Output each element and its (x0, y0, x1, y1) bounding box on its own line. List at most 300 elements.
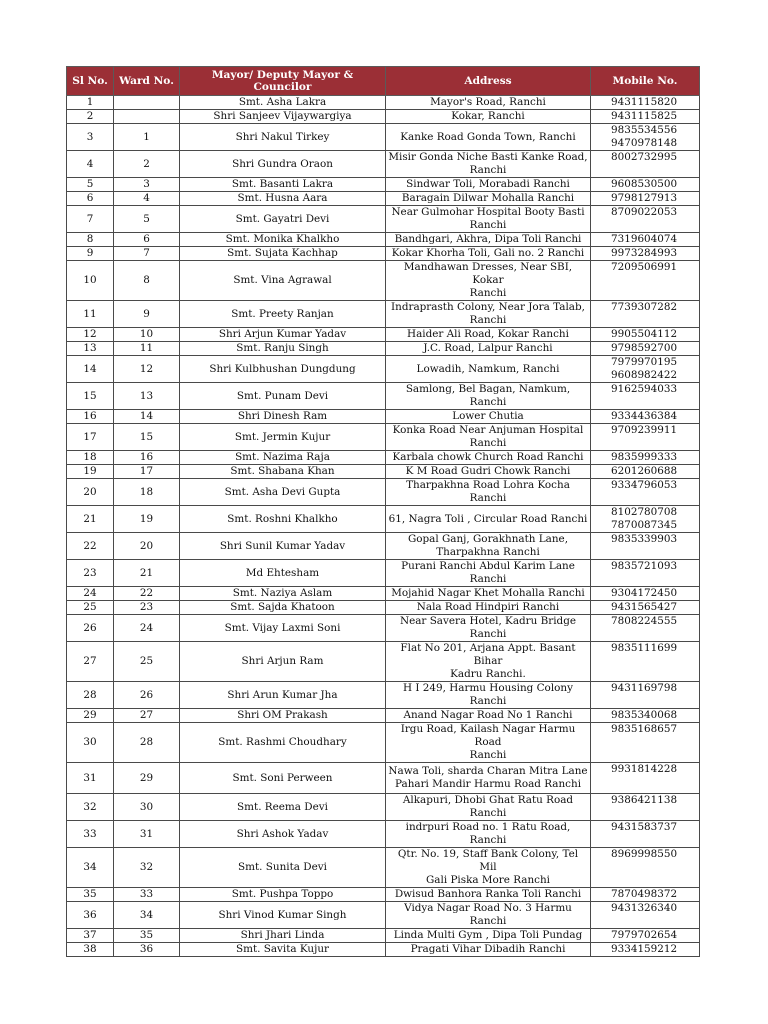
cell-councilor-name: Shri Sanjeev Vijaywargiya (180, 110, 386, 124)
cell-councilor-name: Smt. Basanti Lakra (180, 178, 386, 192)
cell-councilor-name: Smt. Monika Khalkho (180, 233, 386, 247)
cell-mobile-no (591, 533, 700, 560)
cell-councilor-name: Shri Jhari Linda (180, 929, 386, 943)
cell-address (386, 533, 591, 560)
address-line: indrpuri Road no. 1 Ratu Road, Ranchi (405, 821, 571, 846)
address-line: Sindwar Toli, Morabadi Ranchi (406, 178, 570, 190)
cell-councilor-name: Smt. Sunita Devi (180, 848, 386, 888)
cell-address (386, 560, 591, 587)
table-row (67, 682, 700, 709)
cell-address (386, 301, 591, 328)
mobile-number: 7979702654 (611, 929, 678, 941)
address-line: K M Road Gudri Chowk Ranchi (405, 465, 571, 477)
cell-sl-no: 22 (67, 533, 114, 560)
cell-address (386, 709, 591, 723)
table-header (67, 67, 700, 96)
table-row (67, 587, 700, 601)
cell-sl-no: 37 (67, 929, 114, 943)
mobile-number: 9431565427 (611, 601, 678, 613)
cell-councilor-name: Smt. Preety Ranjan (180, 301, 386, 328)
cell-address (386, 794, 591, 821)
table-row (67, 124, 700, 151)
cell-address (386, 124, 591, 151)
cell-address (386, 110, 591, 124)
cell-mobile-no (591, 709, 700, 723)
cell-address (386, 342, 591, 356)
cell-ward-no: 36 (114, 943, 180, 957)
cell-address (386, 410, 591, 424)
cell-mobile-no (591, 178, 700, 192)
cell-ward-no: 2 (114, 151, 180, 178)
cell-councilor-name: Smt. Rashmi Choudhary (180, 723, 386, 763)
address-line: Lower Chutia (452, 410, 524, 422)
cell-mobile-no (591, 151, 700, 178)
cell-ward-no: 30 (114, 794, 180, 821)
address-line: H I 249, Harmu Housing Colony Ranchi (403, 682, 573, 707)
cell-sl-no: 21 (67, 506, 114, 533)
cell-sl-no: 20 (67, 479, 114, 506)
cell-address (386, 587, 591, 601)
cell-councilor-name: Shri Dinesh Ram (180, 410, 386, 424)
address-line: Indraprasth Colony, Near Jora Talab, (391, 301, 585, 313)
cell-address (386, 178, 591, 192)
table-body (67, 96, 700, 957)
address-line: Nala Road Hindpiri Ranchi (416, 601, 560, 613)
cell-councilor-name: Smt. Gayatri Devi (180, 206, 386, 233)
cell-mobile-no (591, 110, 700, 124)
mobile-number: 9334159212 (611, 943, 678, 955)
cell-ward-no: 10 (114, 328, 180, 342)
cell-mobile-no (591, 601, 700, 615)
cell-sl-no: 4 (67, 151, 114, 178)
cell-sl-no: 17 (67, 424, 114, 451)
cell-mobile-no (591, 723, 700, 763)
cell-address (386, 424, 591, 451)
document-page (66, 66, 699, 957)
cell-mobile-no (591, 124, 700, 151)
address-line: Haider Ali Road, Kokar Ranchi (407, 328, 569, 340)
table-row (67, 192, 700, 206)
address-line: Ranchi (469, 437, 507, 449)
cell-address (386, 682, 591, 709)
cell-ward-no: 33 (114, 888, 180, 902)
table-row (67, 902, 700, 929)
mobile-number: 9835168657 (611, 723, 678, 735)
cell-councilor-name: Smt. Jermin Kujur (180, 424, 386, 451)
address-line: Ranchi (469, 573, 507, 585)
cell-councilor-name: Shri Sunil Kumar Yadav (180, 533, 386, 560)
mobile-number: 9431583737 (611, 821, 678, 833)
address-line: Kadru Ranchi. (450, 668, 526, 680)
cell-sl-no: 15 (67, 383, 114, 410)
address-line: Konka Road Near Anjuman Hospital (392, 424, 584, 436)
cell-mobile-no (591, 560, 700, 587)
address-line: Near Gulmohar Hospital Booty Basti (391, 206, 585, 218)
address-line: Ranchi (469, 287, 507, 299)
header-address: Address (386, 67, 591, 96)
cell-councilor-name: Smt. Savita Kujur (180, 943, 386, 957)
cell-sl-no: 23 (67, 560, 114, 587)
cell-ward-no: 9 (114, 301, 180, 328)
cell-councilor-name: Smt. Vijay Laxmi Soni (180, 615, 386, 642)
cell-sl-no: 12 (67, 328, 114, 342)
cell-mobile-no (591, 902, 700, 929)
cell-sl-no: 28 (67, 682, 114, 709)
table-row (67, 301, 700, 328)
cell-ward-no: 5 (114, 206, 180, 233)
mobile-number: 9798592700 (611, 342, 678, 354)
cell-mobile-no (591, 929, 700, 943)
cell-mobile-no (591, 96, 700, 110)
cell-mobile-no (591, 410, 700, 424)
cell-sl-no: 18 (67, 451, 114, 465)
mobile-number: 7870087345 (611, 519, 678, 531)
cell-ward-no: 34 (114, 902, 180, 929)
cell-ward-no: 29 (114, 763, 180, 794)
cell-sl-no: 35 (67, 888, 114, 902)
cell-councilor-name: Smt. Vina Agrawal (180, 261, 386, 301)
address-line: Gopal Ganj, Gorakhnath Lane, (407, 533, 569, 545)
cell-sl-no: 9 (67, 247, 114, 261)
cell-address (386, 888, 591, 902)
cell-mobile-no (591, 943, 700, 957)
cell-councilor-name: Shri Vinod Kumar Singh (180, 902, 386, 929)
table-row (67, 410, 700, 424)
address-line: Gali Piska More Ranchi (426, 874, 550, 886)
cell-mobile-no (591, 206, 700, 233)
cell-ward-no: 15 (114, 424, 180, 451)
cell-address (386, 601, 591, 615)
mobile-number: 9431115820 (611, 96, 678, 108)
table-row (67, 821, 700, 848)
cell-sl-no: 2 (67, 110, 114, 124)
cell-ward-no: 31 (114, 821, 180, 848)
cell-sl-no: 19 (67, 465, 114, 479)
mobile-number: 9304172450 (611, 587, 678, 599)
cell-mobile-no (591, 233, 700, 247)
cell-mobile-no (591, 506, 700, 533)
mobile-number: 9431115825 (611, 110, 678, 122)
cell-address (386, 465, 591, 479)
mobile-number: 9835721093 (611, 560, 678, 572)
cell-sl-no: 5 (67, 178, 114, 192)
cell-ward-no (114, 110, 180, 124)
cell-mobile-no (591, 342, 700, 356)
cell-ward-no: 7 (114, 247, 180, 261)
table-row (67, 96, 700, 110)
cell-sl-no: 8 (67, 233, 114, 247)
address-line: Mandhawan Dresses, Near SBI, Kokar (403, 261, 573, 286)
mobile-number: 9386421138 (611, 794, 678, 806)
cell-address (386, 848, 591, 888)
address-line: J.C. Road, Lalpur Ranchi (423, 342, 553, 354)
cell-ward-no: 18 (114, 479, 180, 506)
cell-address (386, 642, 591, 682)
cell-ward-no: 28 (114, 723, 180, 763)
cell-mobile-no (591, 247, 700, 261)
cell-councilor-name: Smt. Asha Devi Gupta (180, 479, 386, 506)
table-row (67, 178, 700, 192)
table-row (67, 888, 700, 902)
cell-ward-no: 35 (114, 929, 180, 943)
cell-ward-no: 13 (114, 383, 180, 410)
header-row (67, 67, 700, 96)
cell-address (386, 328, 591, 342)
address-line: 61, Nagra Toli , Circular Road Ranchi (388, 512, 588, 525)
mobile-number: 8969998550 (611, 848, 678, 860)
table-row (67, 709, 700, 723)
header-ward-no: Ward No. (114, 67, 180, 96)
cell-councilor-name: Smt. Ranju Singh (180, 342, 386, 356)
address-line: Linda Multi Gym , Dipa Toli Pundag (393, 929, 583, 941)
mobile-number: 9431326340 (611, 902, 678, 914)
cell-mobile-no (591, 383, 700, 410)
cell-address (386, 763, 591, 794)
cell-mobile-no (591, 642, 700, 682)
mobile-number: 8002732995 (611, 151, 678, 163)
cell-councilor-name: Smt. Shabana Khan (180, 465, 386, 479)
table-row (67, 560, 700, 587)
cell-mobile-no (591, 821, 700, 848)
cell-address (386, 261, 591, 301)
address-line: Irgu Road, Kailash Nagar Harmu Road (400, 723, 576, 748)
address-line: Tharpakhna Road Lohra Kocha Ranchi (406, 479, 570, 504)
cell-sl-no: 36 (67, 902, 114, 929)
cell-sl-no: 7 (67, 206, 114, 233)
table-row (67, 465, 700, 479)
mobile-number: 9709239911 (611, 424, 678, 436)
cell-sl-no: 6 (67, 192, 114, 206)
cell-councilor-name: Smt. Soni Perween (180, 763, 386, 794)
cell-ward-no: 25 (114, 642, 180, 682)
cell-address (386, 902, 591, 929)
address-line: Karbala chowk Church Road Ranchi (392, 451, 584, 463)
table-row (67, 451, 700, 465)
cell-ward-no: 27 (114, 709, 180, 723)
councilor-table (66, 66, 700, 957)
mobile-number: 9798127913 (611, 192, 678, 204)
address-line: Ranchi (469, 628, 507, 640)
mobile-number: 9973284993 (611, 247, 678, 259)
mobile-number: 8709022053 (611, 206, 678, 218)
cell-mobile-no (591, 763, 700, 794)
address-line: Purani Ranchi Abdul Karim Lane (401, 560, 575, 572)
cell-ward-no: 19 (114, 506, 180, 533)
address-line: Nawa Toli, sharda Charan Mitra Lane (388, 765, 588, 777)
mobile-number: 7808224555 (611, 615, 678, 627)
table-row (67, 533, 700, 560)
table-row (67, 247, 700, 261)
cell-address (386, 723, 591, 763)
cell-mobile-no (591, 356, 700, 383)
table-row (67, 206, 700, 233)
cell-sl-no: 25 (67, 601, 114, 615)
cell-councilor-name: Shri Nakul Tirkey (180, 124, 386, 151)
cell-councilor-name: Shri Gundra Oraon (180, 151, 386, 178)
header-mobile-no: Mobile No. (591, 67, 700, 96)
table-row (67, 723, 700, 763)
cell-sl-no: 33 (67, 821, 114, 848)
table-row (67, 601, 700, 615)
cell-councilor-name: Smt. Pushpa Toppo (180, 888, 386, 902)
table-row (67, 356, 700, 383)
cell-sl-no: 29 (67, 709, 114, 723)
cell-sl-no: 1 (67, 96, 114, 110)
cell-ward-no: 1 (114, 124, 180, 151)
table-row (67, 110, 700, 124)
cell-sl-no: 38 (67, 943, 114, 957)
cell-sl-no: 14 (67, 356, 114, 383)
cell-sl-no: 10 (67, 261, 114, 301)
address-line: Ranchi (469, 164, 507, 176)
cell-sl-no: 16 (67, 410, 114, 424)
address-line: Kokar Khorha Toli, Gali no. 2 Ranchi (391, 247, 585, 259)
address-line: Bandhgari, Akhra, Dipa Toli Ranchi (394, 233, 582, 245)
mobile-number: 9905504112 (611, 328, 678, 340)
mobile-number: 7209506991 (611, 261, 678, 273)
cell-councilor-name: Smt. Reema Devi (180, 794, 386, 821)
address-line: Samlong, Bel Bagan, Namkum, Ranchi (405, 383, 571, 408)
mobile-number: 7319604074 (611, 233, 678, 245)
address-line: Tharpakhna Ranchi (436, 546, 540, 558)
cell-ward-no: 32 (114, 848, 180, 888)
mobile-number: 9835534556 (611, 124, 678, 136)
cell-mobile-no (591, 848, 700, 888)
address-line: Dwisud Banhora Ranka Toli Ranchi (394, 888, 582, 900)
mobile-number: 9608982422 (611, 369, 678, 381)
cell-address (386, 233, 591, 247)
cell-mobile-no (591, 328, 700, 342)
cell-sl-no: 34 (67, 848, 114, 888)
mobile-number: 9835111699 (611, 642, 678, 654)
cell-councilor-name: Shri OM Prakash (180, 709, 386, 723)
table-row (67, 479, 700, 506)
cell-councilor-name: Smt. Punam Devi (180, 383, 386, 410)
cell-councilor-name: Shri Arun Kumar Jha (180, 682, 386, 709)
cell-mobile-no (591, 682, 700, 709)
address-line: Near Savera Hotel, Kadru Bridge (399, 615, 577, 627)
mobile-number: 7739307282 (611, 301, 678, 313)
cell-ward-no: 24 (114, 615, 180, 642)
cell-sl-no: 32 (67, 794, 114, 821)
cell-ward-no: 21 (114, 560, 180, 587)
cell-councilor-name: Smt. Sujata Kachhap (180, 247, 386, 261)
cell-address (386, 206, 591, 233)
cell-ward-no: 22 (114, 587, 180, 601)
cell-ward-no: 6 (114, 233, 180, 247)
cell-sl-no: 11 (67, 301, 114, 328)
cell-councilor-name: Shri Ashok Yadav (180, 821, 386, 848)
address-line: Pragati Vihar Dibadih Ranchi (410, 943, 566, 955)
table-row (67, 342, 700, 356)
cell-councilor-name: Smt. Nazima Raja (180, 451, 386, 465)
address-line: Mayor's Road, Ranchi (430, 96, 546, 108)
cell-councilor-name: Smt. Husna Aara (180, 192, 386, 206)
address-line: Qtr. No. 19, Staff Bank Colony, Tel Mil (397, 848, 579, 873)
address-line: Flat No 201, Arjana Appt. Basant Bihar (400, 642, 576, 667)
table-row (67, 763, 700, 794)
cell-ward-no: 17 (114, 465, 180, 479)
address-line: Vidya Nagar Road No. 3 Harmu Ranchi (404, 902, 572, 927)
cell-councilor-name: Smt. Naziya Aslam (180, 587, 386, 601)
table-row (67, 615, 700, 642)
address-line: Ranchi (469, 219, 507, 231)
cell-ward-no: 20 (114, 533, 180, 560)
cell-ward-no: 23 (114, 601, 180, 615)
address-line: Mojahid Nagar Khet Mohalla Ranchi (391, 587, 585, 599)
cell-mobile-no (591, 794, 700, 821)
cell-mobile-no (591, 479, 700, 506)
address-line: Ranchi (469, 749, 507, 761)
cell-mobile-no (591, 615, 700, 642)
mobile-number: 9334796053 (611, 479, 678, 491)
mobile-number: 9931814228 (611, 763, 678, 775)
cell-councilor-name: Shri Kulbhushan Dungdung (180, 356, 386, 383)
cell-sl-no: 24 (67, 587, 114, 601)
cell-ward-no: 26 (114, 682, 180, 709)
cell-address (386, 615, 591, 642)
mobile-number: 9608530500 (611, 178, 678, 190)
cell-mobile-no (591, 261, 700, 301)
cell-address (386, 192, 591, 206)
cell-ward-no (114, 96, 180, 110)
cell-ward-no: 8 (114, 261, 180, 301)
table-row (67, 642, 700, 682)
address-line: Misir Gonda Niche Basti Kanke Road, (388, 151, 588, 163)
table-row (67, 151, 700, 178)
mobile-number: 9835339903 (611, 533, 678, 545)
mobile-number: 8102780708 (611, 506, 678, 518)
header-sl-no: Sl No. (67, 67, 114, 96)
address-line: Alkapuri, Dhobi Ghat Ratu Road Ranchi (402, 794, 574, 819)
table-row (67, 794, 700, 821)
cell-sl-no: 3 (67, 124, 114, 151)
cell-councilor-name: Md Ehtesham (180, 560, 386, 587)
table-row (67, 943, 700, 957)
cell-mobile-no (591, 465, 700, 479)
table-row (67, 506, 700, 533)
address-line: Baragain Dilwar Mohalla Ranchi (401, 192, 575, 204)
cell-mobile-no (591, 192, 700, 206)
cell-sl-no: 31 (67, 763, 114, 794)
cell-sl-no: 27 (67, 642, 114, 682)
cell-mobile-no (591, 888, 700, 902)
table-row (67, 383, 700, 410)
cell-mobile-no (591, 424, 700, 451)
table-row (67, 848, 700, 888)
mobile-number: 9470978148 (611, 137, 678, 149)
cell-councilor-name: Shri Arjun Kumar Yadav (180, 328, 386, 342)
mobile-number: 7979970195 (611, 356, 678, 368)
table-row (67, 233, 700, 247)
cell-mobile-no (591, 451, 700, 465)
address-line: Lowadih, Namkum, Ranchi (416, 362, 560, 375)
cell-sl-no: 13 (67, 342, 114, 356)
address-line: Ranchi (469, 314, 507, 326)
cell-address (386, 506, 591, 533)
cell-ward-no: 14 (114, 410, 180, 424)
table-row (67, 261, 700, 301)
cell-councilor-name: Smt. Sajda Khatoon (180, 601, 386, 615)
mobile-number: 9835999333 (611, 451, 678, 463)
cell-address (386, 383, 591, 410)
cell-councilor-name: Shri Arjun Ram (180, 642, 386, 682)
cell-address (386, 151, 591, 178)
mobile-number: 9835340068 (611, 709, 678, 721)
cell-address (386, 943, 591, 957)
cell-ward-no: 16 (114, 451, 180, 465)
mobile-number: 7870498372 (611, 888, 678, 900)
